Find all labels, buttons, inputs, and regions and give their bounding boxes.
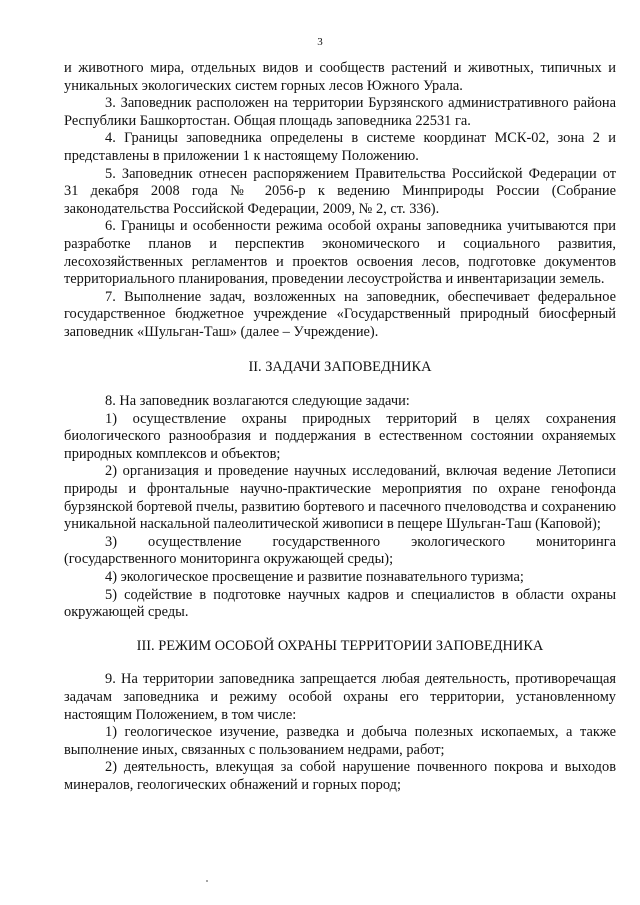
paragraph-3: 3. Заповедник расположен на территории Бурзянского административного района Республики Башкортостан. Общая площадь заповедника 22531 га. xyxy=(64,95,616,129)
list-item-9-2: 2) деятельность, влекущая за собой нарушение почвенного покрова и выходов минералов, геологических обнажений и горных пород; xyxy=(64,759,616,793)
list-item-8-3: 3) осуществление государственного экологического мониторинга (государственного мониторинга окружающей среды); xyxy=(64,533,616,568)
section-heading-tasks: II. ЗАДАЧИ ЗАПОВЕДНИКА xyxy=(248,358,432,375)
paragraph-7: 7. Выполнение задач, возложенных на заповедник, обеспечивает федеральное государственное бюджетное учреждение «Государственный природный биосферный заповедник «Шульган-Таш» (далее – Учреждение). xyxy=(64,288,616,340)
list-item-8-2: 2) организация и проведение научных исследований, включая ведение Летописи природы и фронтальные научно-практические мероприятия по охране генофонда бурзянской бортевой пчелы, развитию бортевого и пасечного пчеловодства и сохранению уникальной наскальной палеолитической живописи в пещере Шульган-Таш (Каповой); xyxy=(64,463,616,533)
paragraph-4: 4. Границы заповедника определены в системе координат МСК-02, зона 2 и представлены в приложении 1 к настоящему Положению. xyxy=(64,130,616,164)
paragraph-9: 9. На территории заповедника запрещается любая деятельность, противоречащая задачам заповедника и режиму особой охраны его территории, установленному настоящим Положением, в том числе: xyxy=(64,671,616,723)
list-item-8-1: 1) осуществление охраны природных территорий в целях сохранения биологического разнообразия и поддержания в естественном состоянии охраняемых природных комплексов и объектов; xyxy=(64,410,616,462)
paragraph-continuation: и животного мира, отдельных видов и сообществ растений и животных, типичных и уникальных экологических систем горных лесов Южного Урала. xyxy=(64,60,616,94)
paragraph-6: 6. Границы и особенности режима особой охраны заповедника учитываются при разработке планов и перспектив экономического и социального развития, лесохозяйственных регламентов и проектов освоения лесов, подготовке документов территориального планирования, проведении лесоустройства и инвентаризации земель. xyxy=(64,218,616,288)
list-item-9-1: 1) геологическое изучение, разведка и добыча полезных ископаемых, а также выполнение иных, связанных с пользованием недрами, работ; xyxy=(64,724,616,758)
scan-speck xyxy=(206,880,208,882)
list-item-8-4: 4) экологическое просвещение и развитие познавательного туризма; xyxy=(105,569,524,586)
paragraph-5: 5. Заповедник отнесен распоряжением Правительства Российской Федерации от 31 декабря 2008 года № 2056-р к ведению Минприроды России (Собрание законодательства Российской Федерации, 2009, № 2, ст. 336). xyxy=(64,165,616,217)
document-body xyxy=(64,60,616,795)
paragraph-8: 8. На заповедник возлагаются следующие задачи: xyxy=(105,393,410,410)
list-item-8-5: 5) содействие в подготовке научных кадров и специалистов в области охраны окружающей среды. xyxy=(64,586,616,621)
page-number: 3 xyxy=(317,36,323,48)
section-heading-protection-regime: III. РЕЖИМ ОСОБОЙ ОХРАНЫ ТЕРРИТОРИИ ЗАПОВЕДНИКА xyxy=(136,637,544,654)
